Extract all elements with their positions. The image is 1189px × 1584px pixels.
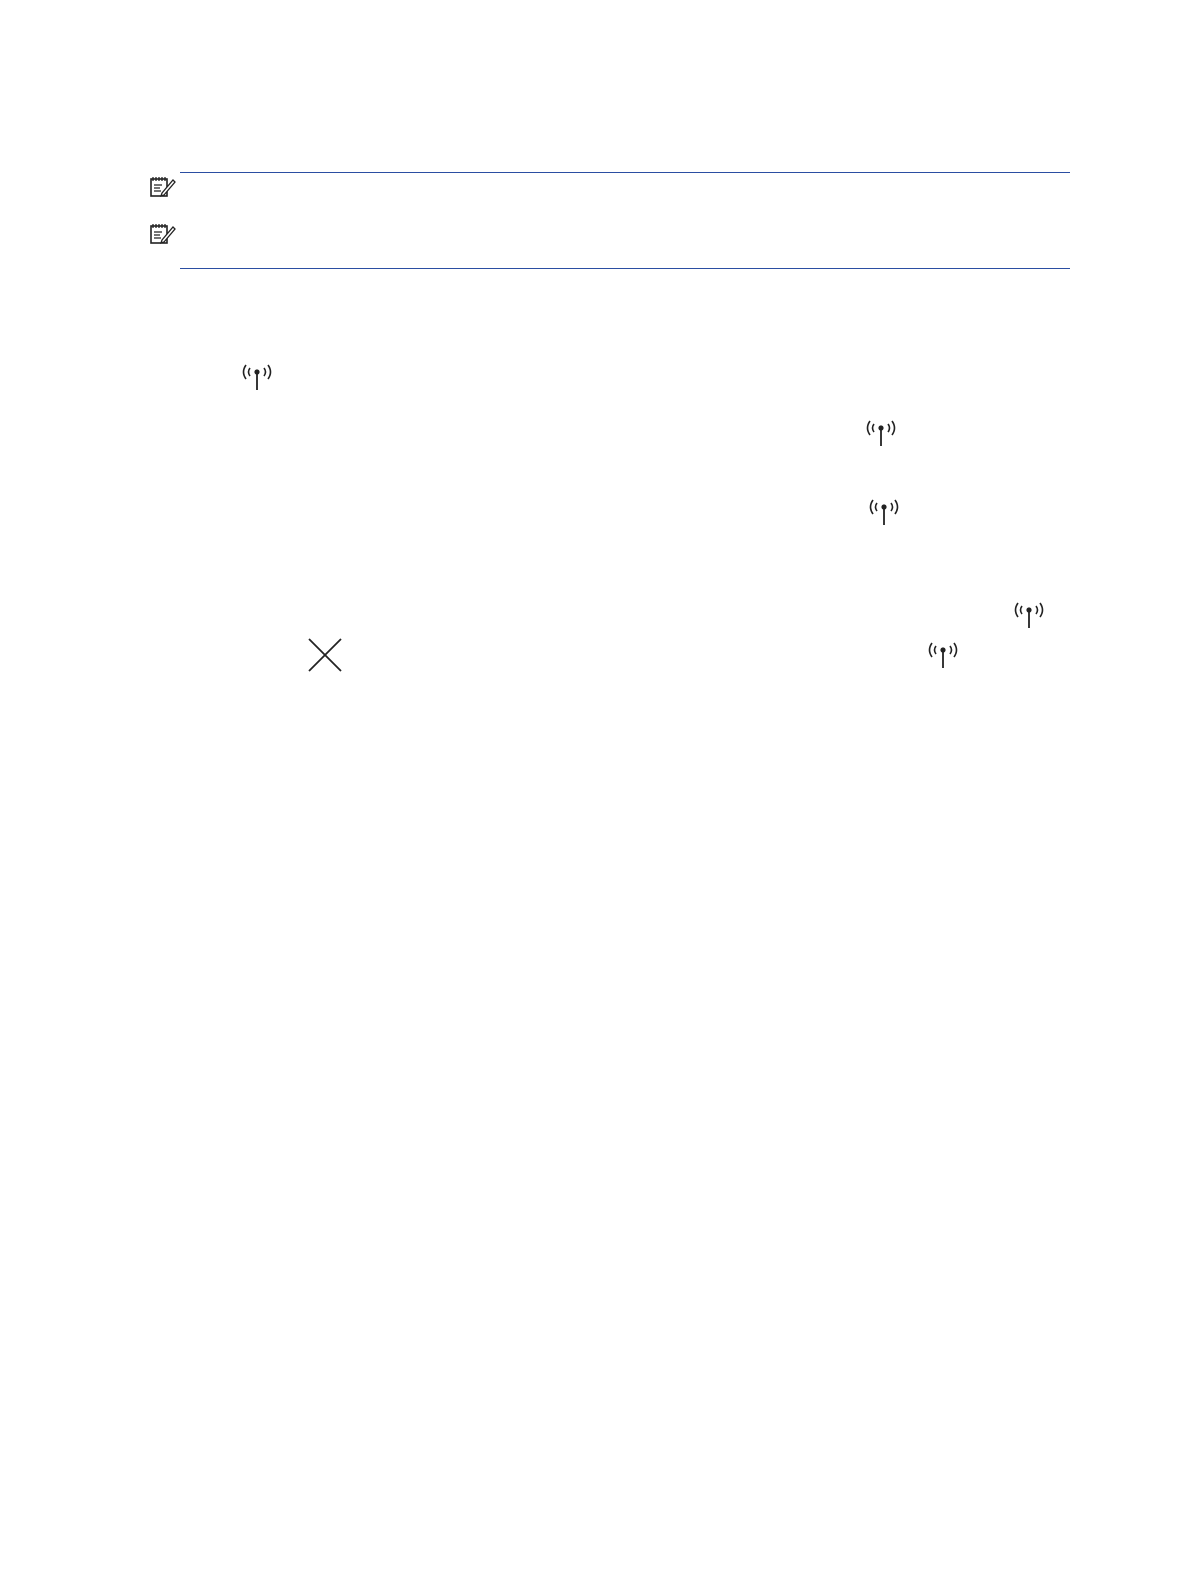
note-icon — [148, 221, 176, 247]
wireless-icon — [926, 640, 960, 670]
wireless-icon — [867, 497, 901, 527]
wireless-icon — [240, 362, 274, 392]
note-icon — [148, 174, 176, 200]
wireless-icon — [1012, 600, 1046, 630]
note-bottom-rule — [180, 268, 1070, 269]
wireless-icon — [864, 418, 898, 448]
cancel-x-icon — [307, 637, 343, 673]
note-top-rule — [180, 172, 1070, 173]
